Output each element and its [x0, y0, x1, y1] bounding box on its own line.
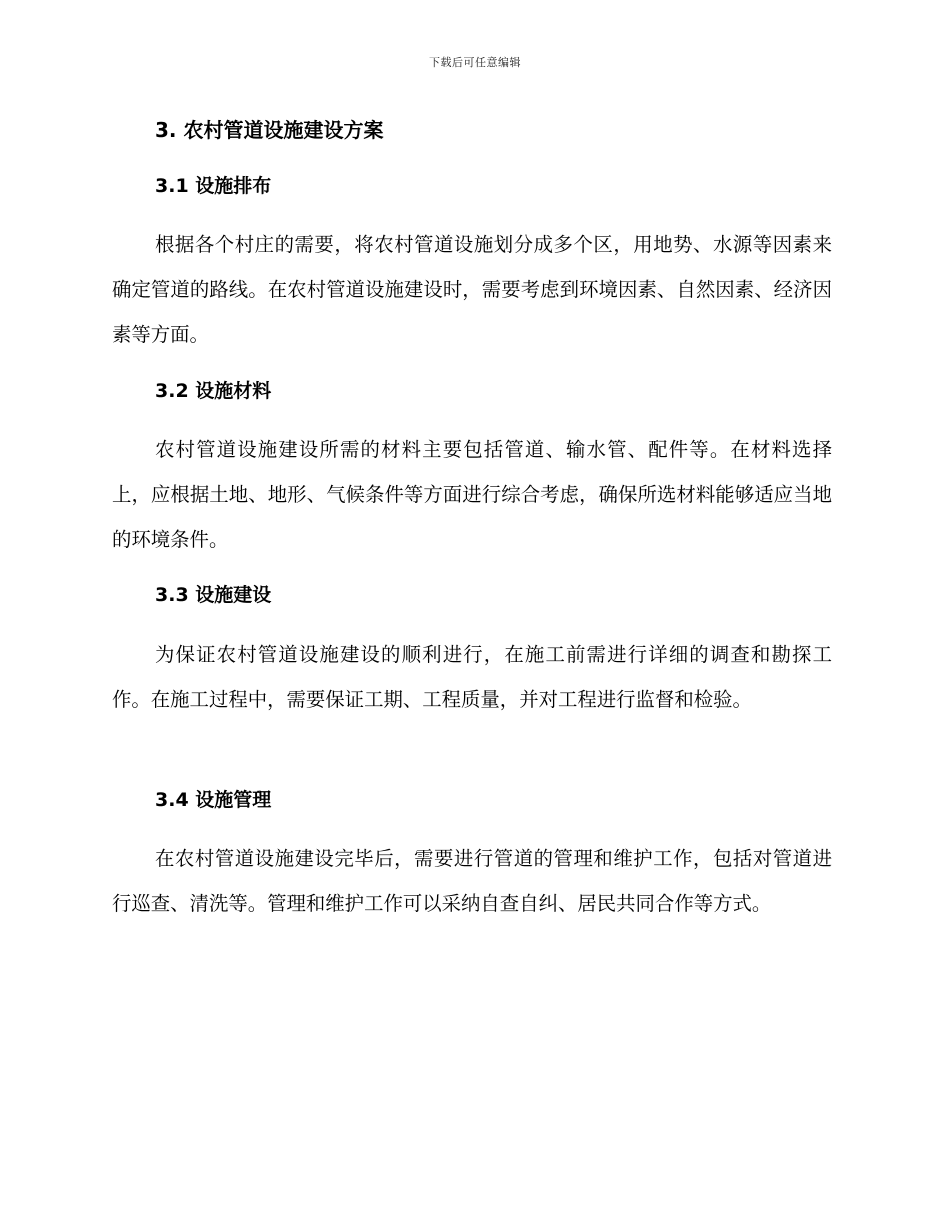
header-note: 下载后可任意编辑 [429, 56, 521, 69]
subsection-paragraph-3-4: 在农村管道设施建设完毕后，需要进行管道的管理和维护工作，包括对管道进行巡查、清洗等。管理和维护工作可以采纳自查自纠、居民共同合作等方式。 [112, 847, 832, 915]
subsection-paragraph-3-2: 农村管道设施建设所需的材料主要包括管道、输水管、配件等。在材料选择上，应根据土地、地形、气候条件等方面进行综合考虑，确保所选材料能够适应当地的环境条件。 [112, 438, 832, 551]
subsection-heading-3-1: 3.1 设施排布 [155, 175, 272, 197]
subsection-heading-3-3: 3.3 设施建设 [155, 584, 272, 606]
subsection-heading-3-4: 3.4 设施管理 [155, 789, 272, 811]
subsection-heading-3-2: 3.2 设施材料 [155, 380, 272, 402]
subsection-paragraph-3-3: 为保证农村管道设施建设的顺利进行，在施工前需进行详细的调查和勘探工作。在施工过程中，需要保证工期、工程质量，并对工程进行监督和检验。 [112, 643, 832, 711]
section-title: 3. 农村管道设施建设方案 [155, 118, 384, 142]
subsection-paragraph-3-1: 根据各个村庄的需要，将农村管道设施划分成多个区，用地势、水源等因素来确定管道的路线。在农村管道设施建设时，需要考虑到环境因素、自然因素、经济因素等方面。 [112, 233, 832, 346]
